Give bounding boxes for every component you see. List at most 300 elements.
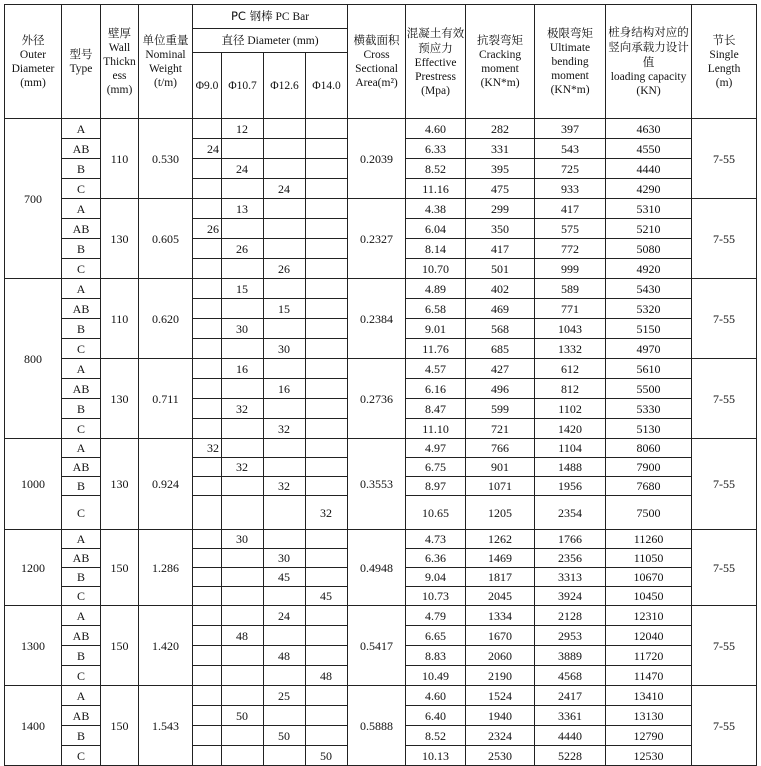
type-cell: AB <box>62 139 101 159</box>
pc-bar-cell <box>264 399 306 419</box>
pc-bar-cell: 15 <box>222 279 264 299</box>
pc-bar-cell <box>222 496 264 530</box>
pc-bar-cell: 26 <box>264 259 306 279</box>
pc-bar-cell <box>306 159 348 179</box>
header-nominal-weight <box>139 5 193 119</box>
pc-bar-cell <box>222 299 264 319</box>
pc-bar-cell: 50 <box>306 746 348 766</box>
pc-bar-cell <box>193 259 222 279</box>
prestress-cell: 8.83 <box>406 646 466 666</box>
single-length-cell: 7-55 <box>692 199 757 279</box>
loading-capacity-cell: 10450 <box>606 587 692 606</box>
pc-bar-cell <box>264 746 306 766</box>
wall-thickness-cell: 130 <box>101 359 139 439</box>
ultimate-moment-cell: 999 <box>535 259 606 279</box>
header-weight-unit: (t/m) <box>154 77 177 89</box>
loading-capacity-cell: 12790 <box>606 726 692 746</box>
cracking-moment-cell: 1205 <box>466 496 535 530</box>
header-outer-diameter-cn: 外径 <box>21 33 45 47</box>
loading-capacity-cell: 4550 <box>606 139 692 159</box>
pc-bar-cell <box>222 179 264 199</box>
cracking-moment-cell: 350 <box>466 219 535 239</box>
pc-bar-cell <box>193 119 222 139</box>
pc-bar-cell <box>264 139 306 159</box>
type-cell: B <box>62 477 101 496</box>
pc-bar-cell <box>222 666 264 686</box>
single-length-cell: 7-55 <box>692 686 757 766</box>
header-ultimate-en: Ultimate bending moment <box>549 42 591 82</box>
ultimate-moment-cell: 1488 <box>535 458 606 477</box>
pc-bar-cell: 32 <box>193 439 222 458</box>
loading-capacity-cell: 8060 <box>606 439 692 458</box>
pc-bar-cell <box>306 477 348 496</box>
prestress-cell: 4.97 <box>406 439 466 458</box>
loading-capacity-cell: 7680 <box>606 477 692 496</box>
type-cell: A <box>62 199 101 219</box>
pc-bar-cell <box>193 587 222 606</box>
prestress-cell: 11.76 <box>406 339 466 359</box>
nominal-weight-cell: 1.420 <box>139 606 193 686</box>
single-length-cell: 7-55 <box>692 530 757 606</box>
ultimate-moment-cell: 771 <box>535 299 606 319</box>
cracking-moment-cell: 1670 <box>466 626 535 646</box>
pc-bar-cell <box>193 746 222 766</box>
cracking-moment-cell: 1262 <box>466 530 535 549</box>
pc-bar-cell: 24 <box>264 606 306 626</box>
ultimate-moment-cell: 1766 <box>535 530 606 549</box>
pc-bar-cell <box>264 587 306 606</box>
pc-bar-cell: 45 <box>264 568 306 587</box>
pc-bar-cell <box>222 259 264 279</box>
cross-sectional-area-cell: 0.5888 <box>348 686 406 766</box>
header-weight-cn: 单位重量 <box>142 33 189 47</box>
header-wall-cn: 壁厚 <box>108 26 131 40</box>
pc-bar-cell <box>193 530 222 549</box>
pc-bar-cell <box>193 706 222 726</box>
pc-bar-cell: 16 <box>222 359 264 379</box>
header-weight-en: Nominal Weight <box>145 49 186 75</box>
loading-capacity-cell: 11720 <box>606 646 692 666</box>
pc-bar-cell <box>264 530 306 549</box>
ultimate-moment-cell: 2128 <box>535 606 606 626</box>
pc-bar-cell: 26 <box>193 219 222 239</box>
header-ultimate-moment <box>535 5 606 119</box>
loading-capacity-cell: 11050 <box>606 549 692 568</box>
pc-bar-cell <box>193 399 222 419</box>
pc-bar-cell <box>306 646 348 666</box>
pc-bar-cell <box>193 199 222 219</box>
pc-bar-cell <box>193 606 222 626</box>
cracking-moment-cell: 2060 <box>466 646 535 666</box>
nominal-weight-cell: 0.530 <box>139 119 193 199</box>
pc-bar-cell <box>306 549 348 568</box>
ultimate-moment-cell: 4440 <box>535 726 606 746</box>
header-ultimate-unit: (KN*m) <box>550 84 590 96</box>
loading-capacity-cell: 7500 <box>606 496 692 530</box>
type-cell: B <box>62 319 101 339</box>
pc-bar-cell <box>222 686 264 706</box>
header-prestress-unit: (Mpa) <box>421 84 450 97</box>
loading-capacity-cell: 5330 <box>606 399 692 419</box>
loading-capacity-cell: 5130 <box>606 419 692 439</box>
nominal-weight-cell: 0.605 <box>139 199 193 279</box>
type-cell: A <box>62 530 101 549</box>
loading-capacity-cell: 5320 <box>606 299 692 319</box>
ultimate-moment-cell: 589 <box>535 279 606 299</box>
type-cell: B <box>62 726 101 746</box>
type-cell: AB <box>62 706 101 726</box>
wall-thickness-cell: 110 <box>101 119 139 199</box>
single-length-cell: 7-55 <box>692 119 757 199</box>
pc-bar-cell: 30 <box>222 319 264 339</box>
pc-bar-cell: 26 <box>222 239 264 259</box>
header-area-cn: 横截面积 <box>353 33 400 47</box>
outer-diameter-cell: 800 <box>5 279 62 439</box>
pc-bar-cell <box>306 706 348 726</box>
header-cracking-unit: (KN*m) <box>480 77 520 89</box>
prestress-cell: 10.65 <box>406 496 466 530</box>
header-pc-bar <box>193 5 348 29</box>
cross-sectional-area-cell: 0.2327 <box>348 199 406 279</box>
loading-capacity-cell: 12040 <box>606 626 692 646</box>
pc-bar-cell <box>264 159 306 179</box>
ultimate-moment-cell: 3889 <box>535 646 606 666</box>
cracking-moment-cell: 1940 <box>466 706 535 726</box>
pc-bar-cell: 30 <box>222 530 264 549</box>
pc-bar-cell <box>193 299 222 319</box>
single-length-cell: 7-55 <box>692 606 757 686</box>
table-row <box>5 199 757 219</box>
loading-capacity-cell: 5080 <box>606 239 692 259</box>
wall-thickness-cell: 130 <box>101 199 139 279</box>
pc-bar-cell <box>306 199 348 219</box>
type-cell: A <box>62 439 101 458</box>
pc-bar-cell: 24 <box>264 179 306 199</box>
cracking-moment-cell: 475 <box>466 179 535 199</box>
prestress-cell: 4.57 <box>406 359 466 379</box>
header-bar-size: Φ14.0 <box>306 53 348 119</box>
loading-capacity-cell: 10670 <box>606 568 692 587</box>
ultimate-moment-cell: 3313 <box>535 568 606 587</box>
loading-capacity-cell: 5150 <box>606 319 692 339</box>
pc-bar-cell <box>222 606 264 626</box>
ultimate-moment-cell: 772 <box>535 239 606 259</box>
pc-bar-cell <box>306 239 348 259</box>
pc-bar-cell: 45 <box>306 587 348 606</box>
pc-bar-cell: 50 <box>264 726 306 746</box>
cracking-moment-cell: 395 <box>466 159 535 179</box>
table-row <box>5 359 757 379</box>
pc-bar-cell <box>222 646 264 666</box>
type-cell: B <box>62 399 101 419</box>
prestress-cell: 11.16 <box>406 179 466 199</box>
prestress-cell: 6.58 <box>406 299 466 319</box>
prestress-cell: 9.01 <box>406 319 466 339</box>
header-area-en: Cross Sectional Area(m²) <box>355 49 398 89</box>
header-wall-en: Wall Thickn ess <box>103 42 136 82</box>
type-cell: B <box>62 159 101 179</box>
header-ultimate-cn: 极限弯矩 <box>547 26 594 40</box>
loading-capacity-cell: 5210 <box>606 219 692 239</box>
header-effective-prestress <box>406 5 466 119</box>
ultimate-moment-cell: 3924 <box>535 587 606 606</box>
type-cell: B <box>62 568 101 587</box>
header-prestress-en: Effective Prestress <box>414 56 457 83</box>
prestress-cell: 6.40 <box>406 706 466 726</box>
pc-bar-cell <box>306 626 348 646</box>
prestress-cell: 4.38 <box>406 199 466 219</box>
pc-bar-cell <box>193 239 222 259</box>
ultimate-moment-cell: 397 <box>535 119 606 139</box>
ultimate-moment-cell: 1102 <box>535 399 606 419</box>
pc-bar-cell <box>306 259 348 279</box>
pc-bar-cell: 48 <box>306 666 348 686</box>
wall-thickness-cell: 150 <box>101 686 139 766</box>
loading-capacity-cell: 7900 <box>606 458 692 477</box>
pc-bar-cell <box>306 279 348 299</box>
header-pc-bar-en: PC Bar <box>275 11 310 23</box>
pc-bar-cell <box>264 199 306 219</box>
type-cell: C <box>62 179 101 199</box>
pc-bar-cell <box>306 179 348 199</box>
header-single-length <box>692 5 757 119</box>
pc-bar-cell <box>306 606 348 626</box>
wall-thickness-cell: 150 <box>101 606 139 686</box>
cracking-moment-cell: 299 <box>466 199 535 219</box>
pc-bar-cell <box>193 379 222 399</box>
header-cracking-cn: 抗裂弯矩 <box>477 33 524 47</box>
type-cell: AB <box>62 299 101 319</box>
type-cell: A <box>62 606 101 626</box>
pc-bar-cell <box>222 726 264 746</box>
ultimate-moment-cell: 4568 <box>535 666 606 686</box>
pc-bar-cell <box>306 439 348 458</box>
pc-bar-cell: 24 <box>222 159 264 179</box>
ultimate-moment-cell: 1043 <box>535 319 606 339</box>
loading-capacity-cell: 5500 <box>606 379 692 399</box>
type-cell: AB <box>62 626 101 646</box>
header-type-en: Type <box>69 63 93 75</box>
header-diameter-cn: 直径 <box>221 33 245 47</box>
cracking-moment-cell: 501 <box>466 259 535 279</box>
cracking-moment-cell: 427 <box>466 359 535 379</box>
pc-bar-cell <box>264 496 306 530</box>
prestress-cell: 6.33 <box>406 139 466 159</box>
prestress-cell: 10.49 <box>406 666 466 686</box>
table-row <box>5 279 757 299</box>
type-cell: AB <box>62 219 101 239</box>
type-cell: B <box>62 646 101 666</box>
ultimate-moment-cell: 1104 <box>535 439 606 458</box>
type-cell: C <box>62 746 101 766</box>
prestress-cell: 6.16 <box>406 379 466 399</box>
pc-bar-cell <box>193 549 222 568</box>
loading-capacity-cell: 13130 <box>606 706 692 726</box>
outer-diameter-cell: 1400 <box>5 686 62 766</box>
prestress-cell: 4.89 <box>406 279 466 299</box>
header-cracking-moment <box>466 5 535 119</box>
cross-sectional-area-cell: 0.2039 <box>348 119 406 199</box>
cracking-moment-cell: 1524 <box>466 686 535 706</box>
ultimate-moment-cell: 612 <box>535 359 606 379</box>
cross-sectional-area-cell: 0.5417 <box>348 606 406 686</box>
pc-bar-cell <box>264 706 306 726</box>
pc-bar-cell <box>264 439 306 458</box>
cracking-moment-cell: 568 <box>466 319 535 339</box>
loading-capacity-cell: 4920 <box>606 259 692 279</box>
cracking-moment-cell: 2190 <box>466 666 535 686</box>
table-row <box>5 530 757 549</box>
header-cracking-en: Cracking moment <box>478 49 522 75</box>
cracking-moment-cell: 417 <box>466 239 535 259</box>
wall-thickness-cell: 150 <box>101 530 139 606</box>
header-outer-diameter-en: Outer Diameter <box>11 49 55 75</box>
cross-sectional-area-cell: 0.4948 <box>348 530 406 606</box>
pc-bar-cell <box>264 666 306 686</box>
ultimate-moment-cell: 575 <box>535 219 606 239</box>
type-cell: C <box>62 419 101 439</box>
pc-bar-cell <box>193 496 222 530</box>
pc-bar-cell: 25 <box>264 686 306 706</box>
cracking-moment-cell: 402 <box>466 279 535 299</box>
header-capacity-unit: (KN) <box>636 85 661 97</box>
pc-bar-cell <box>193 319 222 339</box>
header-type <box>62 5 101 119</box>
header-capacity-cn: 桩身结构对应的竖向承载力设计值 <box>608 25 689 69</box>
loading-capacity-cell: 5610 <box>606 359 692 379</box>
pc-bar-cell <box>222 139 264 159</box>
table-row <box>5 119 757 139</box>
loading-capacity-cell: 11260 <box>606 530 692 549</box>
pc-bar-cell <box>193 568 222 587</box>
ultimate-moment-cell: 812 <box>535 379 606 399</box>
pc-bar-cell: 32 <box>306 496 348 530</box>
loading-capacity-cell: 12530 <box>606 746 692 766</box>
ultimate-moment-cell: 1420 <box>535 419 606 439</box>
ultimate-moment-cell: 933 <box>535 179 606 199</box>
header-pc-bar-cn: PC 钢棒 <box>231 9 273 23</box>
header-length-cn: 节长 <box>712 33 736 47</box>
pc-bar-cell: 32 <box>264 419 306 439</box>
pc-bar-cell: 30 <box>264 549 306 568</box>
pc-bar-cell <box>222 549 264 568</box>
pc-bar-cell <box>222 219 264 239</box>
ultimate-moment-cell: 3361 <box>535 706 606 726</box>
pc-bar-cell <box>264 458 306 477</box>
prestress-cell: 4.73 <box>406 530 466 549</box>
pc-bar-cell <box>306 299 348 319</box>
prestress-cell: 6.04 <box>406 219 466 239</box>
prestress-cell: 4.60 <box>406 119 466 139</box>
ultimate-moment-cell: 1332 <box>535 339 606 359</box>
type-cell: A <box>62 279 101 299</box>
pc-bar-cell <box>222 587 264 606</box>
cross-sectional-area-cell: 0.2384 <box>348 279 406 359</box>
pc-bar-cell <box>222 379 264 399</box>
cracking-moment-cell: 901 <box>466 458 535 477</box>
header-diameter <box>193 29 348 53</box>
pc-bar-cell <box>264 219 306 239</box>
prestress-cell: 6.75 <box>406 458 466 477</box>
pc-bar-cell <box>306 726 348 746</box>
prestress-cell: 11.10 <box>406 419 466 439</box>
pc-bar-cell <box>306 119 348 139</box>
ultimate-moment-cell: 2354 <box>535 496 606 530</box>
pc-bar-cell <box>306 419 348 439</box>
pc-bar-cell <box>264 319 306 339</box>
pc-bar-cell <box>193 666 222 686</box>
pc-bar-cell: 50 <box>222 706 264 726</box>
prestress-cell: 6.65 <box>406 626 466 646</box>
outer-diameter-cell: 1300 <box>5 606 62 686</box>
pc-bar-cell <box>222 477 264 496</box>
pc-bar-cell <box>306 139 348 159</box>
pc-bar-cell <box>193 726 222 746</box>
nominal-weight-cell: 1.543 <box>139 686 193 766</box>
pc-bar-cell: 16 <box>264 379 306 399</box>
loading-capacity-cell: 4630 <box>606 119 692 139</box>
prestress-cell: 10.13 <box>406 746 466 766</box>
ultimate-moment-cell: 725 <box>535 159 606 179</box>
type-cell: C <box>62 259 101 279</box>
cracking-moment-cell: 599 <box>466 399 535 419</box>
pc-bar-cell <box>193 646 222 666</box>
table-row <box>5 606 757 626</box>
cracking-moment-cell: 1817 <box>466 568 535 587</box>
cracking-moment-cell: 469 <box>466 299 535 319</box>
prestress-cell: 8.97 <box>406 477 466 496</box>
pc-bar-cell: 32 <box>222 458 264 477</box>
prestress-cell: 10.73 <box>406 587 466 606</box>
header-bar-size: Φ12.6 <box>264 53 306 119</box>
type-cell: C <box>62 339 101 359</box>
pc-bar-cell <box>222 746 264 766</box>
header-capacity-en: loading capacity <box>610 71 687 83</box>
cracking-moment-cell: 282 <box>466 119 535 139</box>
header-cross-sectional-area <box>348 5 406 119</box>
header-wall-thickness <box>101 5 139 119</box>
pc-bar-cell <box>193 626 222 646</box>
prestress-cell: 4.60 <box>406 686 466 706</box>
cracking-moment-cell: 2045 <box>466 587 535 606</box>
pc-bar-cell <box>264 239 306 259</box>
pc-bar-cell <box>264 626 306 646</box>
pc-bar-cell: 30 <box>264 339 306 359</box>
nominal-weight-cell: 0.924 <box>139 439 193 530</box>
pc-bar-cell: 13 <box>222 199 264 219</box>
pc-bar-cell: 48 <box>222 626 264 646</box>
pile-spec-table <box>4 4 757 766</box>
type-cell: C <box>62 587 101 606</box>
prestress-cell: 6.36 <box>406 549 466 568</box>
nominal-weight-cell: 0.620 <box>139 279 193 359</box>
type-cell: AB <box>62 549 101 568</box>
pc-bar-cell <box>222 568 264 587</box>
pc-bar-cell <box>193 419 222 439</box>
ultimate-moment-cell: 2417 <box>535 686 606 706</box>
header-diameter-en: Diameter (mm) <box>247 35 319 47</box>
pc-bar-cell <box>193 458 222 477</box>
pc-bar-cell <box>193 686 222 706</box>
type-cell: A <box>62 686 101 706</box>
loading-capacity-cell: 4970 <box>606 339 692 359</box>
single-length-cell: 7-55 <box>692 439 757 530</box>
pc-bar-cell <box>306 319 348 339</box>
pc-bar-cell <box>264 359 306 379</box>
cracking-moment-cell: 2324 <box>466 726 535 746</box>
pc-bar-cell <box>306 686 348 706</box>
pc-bar-cell <box>193 359 222 379</box>
